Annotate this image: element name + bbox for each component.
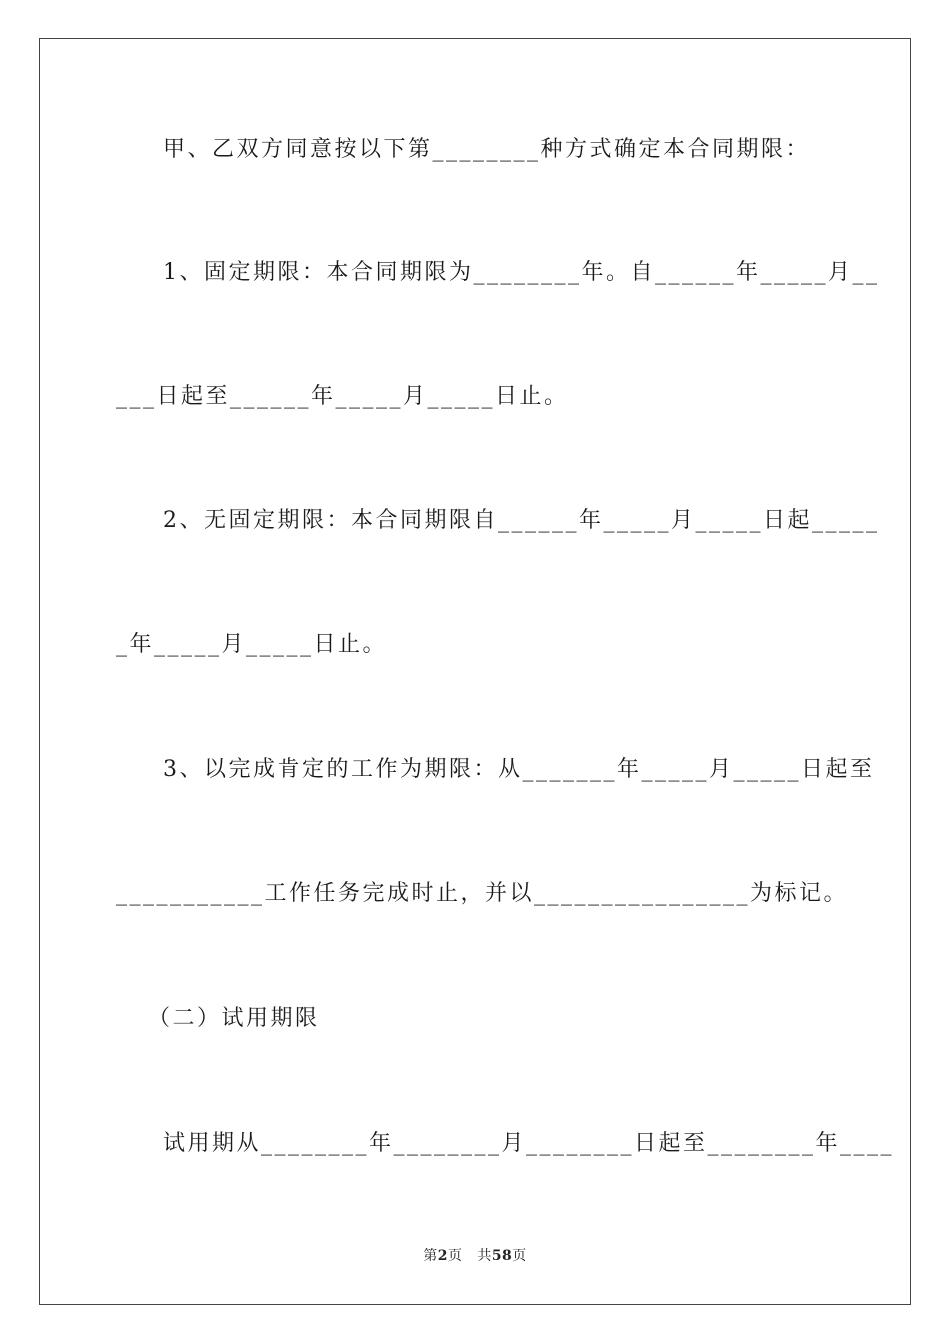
probation-period-line: 试用期从________年________月________日起至________年____ [163, 1131, 895, 1156]
total-pages: 58 [491, 1248, 513, 1264]
total-prefix: 共 [477, 1248, 492, 1264]
task-term-line-1: 3、以完成肯定的工作为期限：从_______年_____月_____日起至 [163, 757, 875, 782]
section-heading-probation: （二）试用期限 [148, 1006, 320, 1031]
open-term-line-1: 2、无固定期限：本合同期限自______年_____月_____日起_____ [163, 508, 880, 533]
total-suffix: 页 [512, 1248, 527, 1264]
page-prefix: 第 [423, 1248, 438, 1264]
task-term-line-2: ___________工作任务完成时止，并以________________为标记。 [116, 881, 849, 906]
page-number: 2 [437, 1248, 448, 1264]
fixed-term-line-1: 1、固定期限：本合同期限为________年。自______年_____月__ [163, 260, 880, 285]
open-term-line-2: _年_____月_____日止。 [116, 632, 388, 657]
fixed-term-line-2: ___日起至______年_____月_____日止。 [116, 384, 569, 409]
contract-term-intro: 甲、乙双方同意按以下第________种方式确定本合同期限： [163, 137, 811, 162]
page-footer [0, 1245, 950, 1265]
page-border [39, 38, 911, 1305]
page-suffix: 页 [447, 1248, 463, 1264]
